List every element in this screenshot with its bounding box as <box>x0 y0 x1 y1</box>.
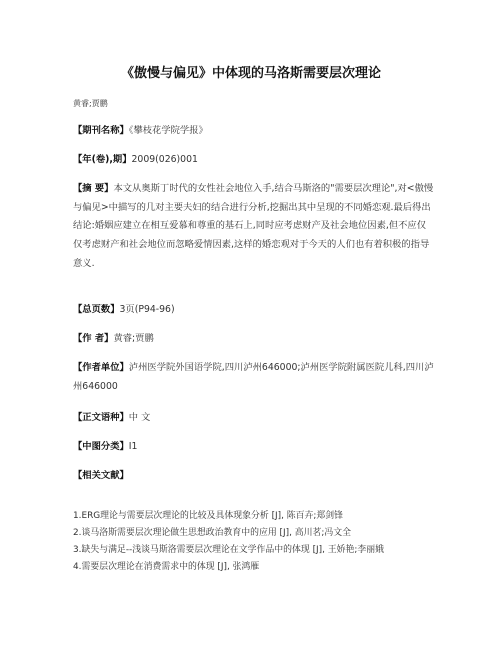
abstract-field <box>73 180 435 274</box>
authors-label: 【作 者】 <box>73 333 114 344</box>
authors-field <box>73 330 435 349</box>
document-title: 《傲慢与偏见》中体现的马洛斯需要层次理论 <box>120 66 381 81</box>
related-literature-field <box>73 467 435 486</box>
affiliation-label: 【作者单位】 <box>73 362 129 373</box>
reference-item[interactable]: 2.谈马洛斯需要层次理论做生思想政治教育中的应用 [J], 高川茗;冯文全 <box>73 528 351 538</box>
pages-value: 3页(P94-96) <box>119 304 175 315</box>
abstract-value: 本文从奥斯丁时代的女性社会地位入手,结合马斯洛的"需要层次理论",对<傲慢与偏见>中描写的几对主要夫妇的结合进行分析,挖掘出其中呈现的不同婚恋观.最后得出结论:婚姻应建立在相互爱慕和尊重的基石上,同时应考虑财产及社会地位因素,但不应仅仅考虑财产和社会地位而忽略爱情因素,这样的婚恋观对于今天的人们也有着积极的指导意义. <box>73 183 434 269</box>
year-issue-value: 2009(026)001 <box>131 154 198 165</box>
language-field <box>73 409 435 428</box>
journal-label: 【期刊名称】 <box>73 125 129 136</box>
year-issue-label: 【年(卷),期】 <box>73 154 132 165</box>
abstract-label: 【摘 要】 <box>73 183 114 194</box>
reference-item[interactable]: 1.ERG理论与需要层次理论的比较及具体现象分析 [J], 陈百卉;郑剑锋 <box>73 511 343 521</box>
reference-item[interactable]: 3.缺失与满足--浅谈马斯洛需要层次理论在文学作品中的体现 [J], 王娇艳;李丽娥 <box>73 545 384 555</box>
related-literature-label: 【相关文献】 <box>73 470 129 481</box>
classification-field <box>73 438 435 457</box>
author-line: 黄睿;贾鹏 <box>73 99 108 108</box>
pages-field <box>73 301 435 320</box>
year-issue-field <box>73 151 435 170</box>
authors-value: 黄睿;贾鹏 <box>113 333 154 344</box>
classification-value: I1 <box>128 441 138 452</box>
reference-item[interactable]: 4.需要层次理论在消费需求中的体现 [J], 张鸿雁 <box>73 562 260 572</box>
affiliation-field <box>73 359 435 396</box>
language-value: 中 文 <box>128 412 151 423</box>
journal-value: 《攀枝花学院学报》 <box>128 125 208 136</box>
pages-label: 【总页数】 <box>73 304 120 315</box>
affiliation-value: 泸州医学院外国语学院,四川泸州646000;泸州医学院附属医院儿科,四川泸州646000 <box>73 362 434 392</box>
journal-field <box>73 122 435 141</box>
classification-label: 【中图分类】 <box>73 441 129 452</box>
language-label: 【正文语种】 <box>73 412 129 423</box>
reference-list <box>73 508 453 576</box>
